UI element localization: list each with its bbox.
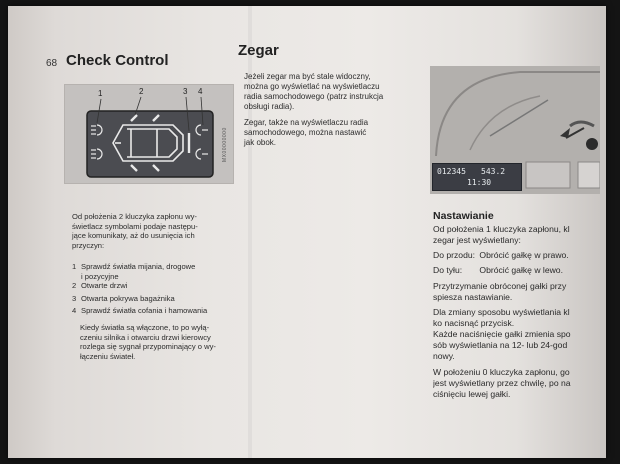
section-heading-nastawianie: Nastawianie xyxy=(433,210,494,222)
list-item-text: Sprawdź światła mijania, drogowe xyxy=(81,262,196,271)
trip-readout: 543.2 xyxy=(481,167,506,176)
note-line: czeniu silnika i otwarciu drzwi kierowcy xyxy=(80,332,211,342)
front-direction-row xyxy=(433,250,608,261)
back-direction-row xyxy=(433,265,608,276)
list-item-text: Otwarta pokrywa bagażnika xyxy=(81,293,175,303)
mode-para-line: Dla zmiany sposobu wyświetlania kl xyxy=(433,307,570,317)
note-line: Kiedy światła są włączone, to po wyłą- xyxy=(80,323,210,332)
mode-para-line: ko nacisnąć przycisk. xyxy=(433,318,515,328)
para-line: samochodowego, można nastawić xyxy=(244,128,367,137)
odometer-readout: 012345 xyxy=(437,167,466,176)
check-control-list xyxy=(72,262,242,316)
para-line: Zegar, także na wyświetlaczu radia xyxy=(244,118,369,127)
list-item-number: 4 xyxy=(72,306,77,315)
callout-2: 2 xyxy=(139,87,144,96)
intro-line: Od położenia 2 kluczyka zapłonu wy- xyxy=(72,212,197,221)
clock-readout: 11:30 xyxy=(467,178,492,187)
back-direction-value: Obrócić gałkę w lewo. xyxy=(479,265,563,275)
list-item xyxy=(72,294,242,304)
callout-4: 4 xyxy=(198,87,203,96)
front-direction-key: Do przodu: xyxy=(433,250,476,260)
nastawianie-line: zegar jest wyświetlany: xyxy=(433,235,521,245)
check-control-panel-drawing xyxy=(65,85,233,183)
callout-1: 1 xyxy=(98,89,103,98)
para-line: radia samochodowego (patrz instrukcja xyxy=(244,92,384,101)
zero-para-line: ciśnięciu lewej gałki. xyxy=(433,389,511,399)
para-line: obsługi radia). xyxy=(244,102,295,111)
list-item-number: 2 xyxy=(72,281,77,290)
para-line: jak obok. xyxy=(244,138,277,147)
back-direction-key: Do tyłu: xyxy=(433,265,463,275)
note-line: łączeniu świateł. xyxy=(80,351,136,361)
mode-para-line: sób wyświetlania na 12- lub 24-god xyxy=(433,340,568,350)
section-title-zegar: Zegar xyxy=(238,42,279,59)
list-item-text: i pozycyjne xyxy=(81,271,119,281)
front-direction-value: Obrócić gałkę w prawo. xyxy=(479,250,569,260)
intro-line: przyczyn: xyxy=(72,240,105,250)
list-item-number: 3 xyxy=(72,293,77,303)
figure-code: MX00000000 xyxy=(222,127,228,162)
mode-para-line: nowy. xyxy=(433,351,455,361)
intro-line: jące komunikaty, aż do usunięcia ich xyxy=(72,231,195,240)
list-item xyxy=(72,306,242,316)
zero-para-line: jest wyświetlany przez chwilę, po na xyxy=(433,378,571,388)
page-number: 68 xyxy=(46,58,58,69)
list-item-text: Sprawdź światła cofania i hamowania xyxy=(81,306,208,315)
section-title-check-control: Check Control xyxy=(66,52,169,69)
list-item-text: Otwarte drzwi xyxy=(81,281,128,290)
mode-para-line: Każde naciśnięcie gałki zmienia spo xyxy=(433,329,571,339)
hold-para-line: Przytrzymanie obróconej gałki przy xyxy=(433,281,567,291)
list-item-number: 1 xyxy=(72,262,77,271)
list-item xyxy=(72,262,242,281)
zegar-para1 xyxy=(244,72,424,112)
nastawianie-line: Od położenia 1 kluczyka zapłonu, kl xyxy=(433,224,570,234)
lcd-display xyxy=(432,163,522,191)
hold-para-line: spiesza nastawianie. xyxy=(433,292,513,302)
check-control-figure xyxy=(64,84,234,184)
intro-line: świetlacz symbolami podaje następu- xyxy=(72,221,198,231)
lights-reminder-note xyxy=(80,323,240,361)
zero-para-line: W położeniu 0 kluczyka zapłonu, go xyxy=(433,367,570,377)
para-line: można go wyświetlać na wyświetlaczu xyxy=(244,82,380,91)
list-item xyxy=(72,281,242,291)
para-line: Jeżeli zegar ma być stale widoczny, xyxy=(244,72,371,81)
callout-3: 3 xyxy=(183,87,188,96)
check-control-intro xyxy=(72,212,242,250)
zegar-para2 xyxy=(244,118,424,148)
note-line: rozlega się sygnał przypominający o wy- xyxy=(80,342,216,351)
